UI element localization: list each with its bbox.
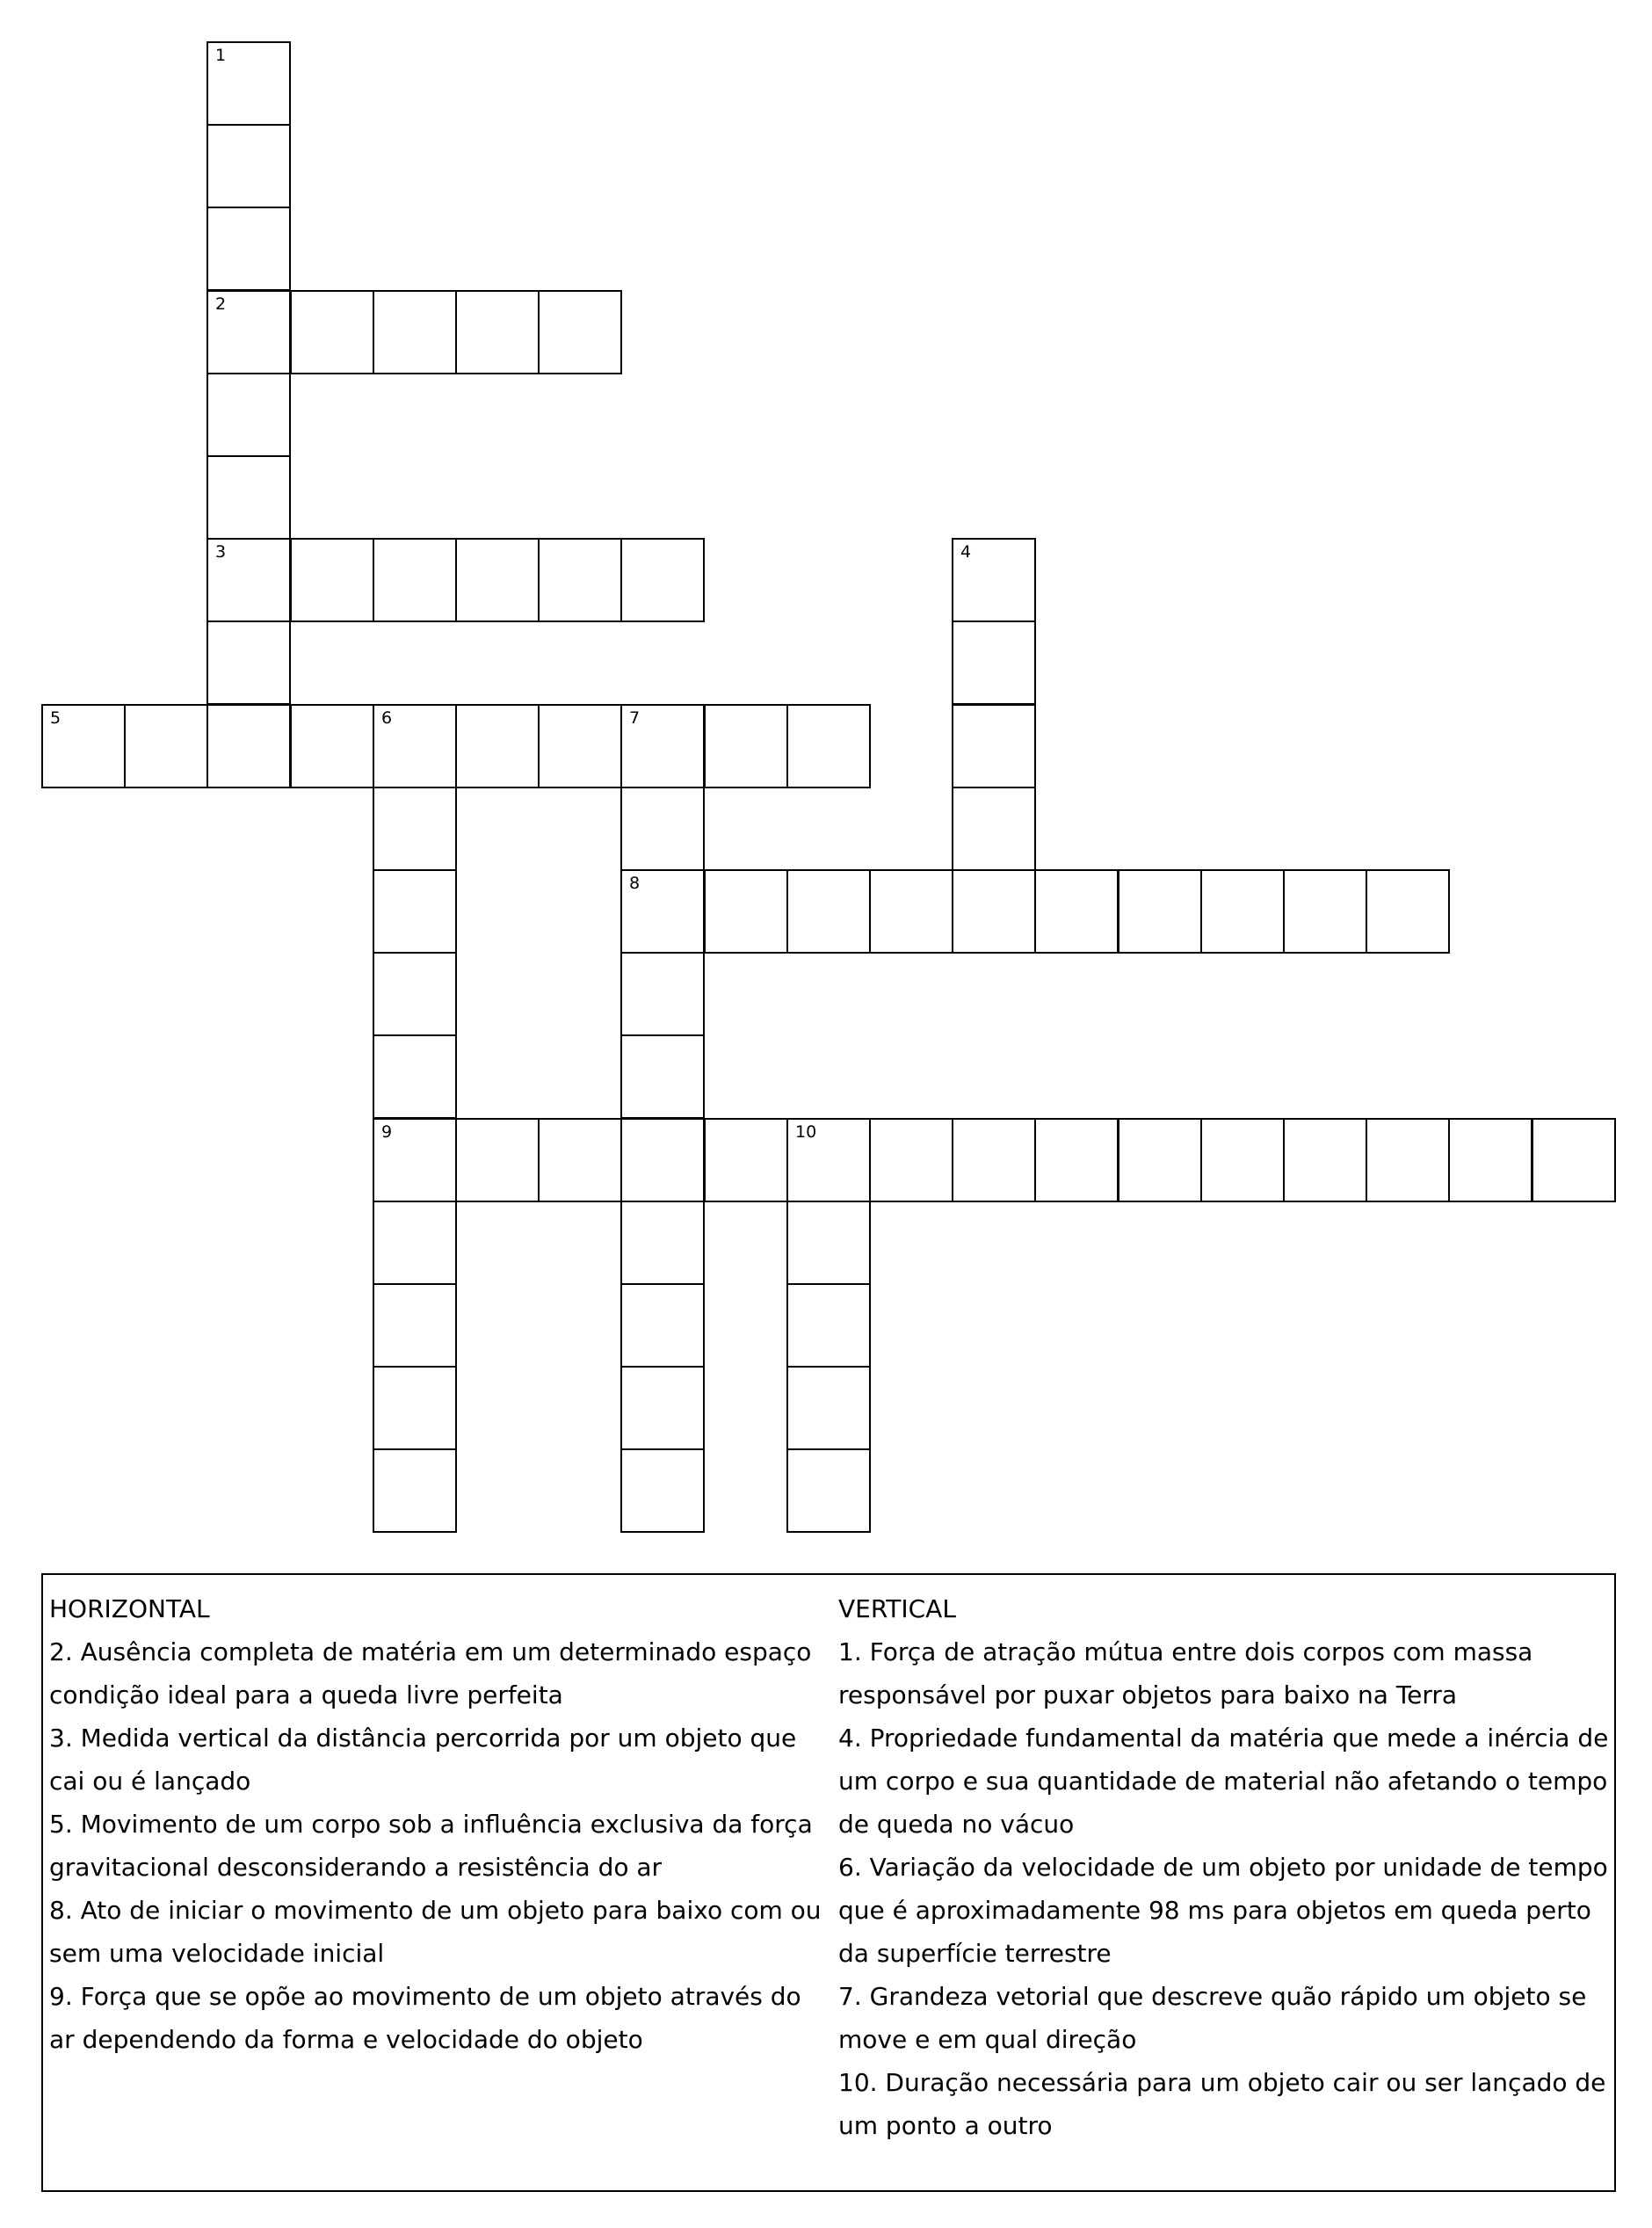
grid-cell[interactable] xyxy=(373,1201,457,1285)
grid-cell[interactable] xyxy=(786,869,871,954)
grid-cell[interactable] xyxy=(373,704,457,788)
grid-cell[interactable] xyxy=(1034,869,1119,954)
clue-number: 3 xyxy=(215,542,227,562)
grid-cell[interactable] xyxy=(373,1118,457,1202)
grid-cell[interactable] xyxy=(290,290,374,374)
grid-cell[interactable] xyxy=(455,1118,540,1202)
grid-cell[interactable] xyxy=(206,124,291,208)
grid-cell[interactable] xyxy=(620,704,705,788)
grid-cell[interactable] xyxy=(373,1034,457,1119)
grid-cell[interactable] xyxy=(455,290,540,374)
grid-cell[interactable] xyxy=(373,290,457,374)
clue-vertical-6: 6. Variação da velocidade de um objeto por unidade de tempo que é aproximadamente 98 ms para objetos em queda perto da superfície terrestre xyxy=(838,1853,1608,1968)
grid-cell[interactable] xyxy=(786,1366,871,1450)
grid-cell[interactable] xyxy=(206,704,291,788)
grid-cell[interactable] xyxy=(373,1448,457,1533)
clue-number: 8 xyxy=(629,874,641,893)
grid-cell[interactable] xyxy=(620,1448,705,1533)
clue-number: 1 xyxy=(215,46,227,65)
grid-cell[interactable] xyxy=(538,290,622,374)
grid-cell[interactable] xyxy=(1118,869,1202,954)
grid-cell[interactable] xyxy=(1366,1118,1450,1202)
grid-cell[interactable] xyxy=(206,621,291,705)
grid-cell[interactable] xyxy=(1283,1118,1367,1202)
grid-cell[interactable] xyxy=(620,869,705,954)
clue-number: 7 xyxy=(629,708,641,728)
grid-cell[interactable] xyxy=(952,621,1036,705)
grid-cell[interactable] xyxy=(373,952,457,1036)
horizontal-clues xyxy=(49,1587,831,2061)
clue-number: 2 xyxy=(215,294,227,314)
grid-cell[interactable] xyxy=(455,704,540,788)
horizontal-heading: HORIZONTAL xyxy=(49,1594,210,1623)
grid-cell[interactable] xyxy=(786,1118,871,1202)
grid-cell[interactable] xyxy=(373,1283,457,1368)
grid-cell[interactable] xyxy=(620,1366,705,1450)
clue-vertical-7: 7. Grandeza vetorial que descreve quão rápido um objeto se move e em qual direção xyxy=(838,1982,1587,2054)
grid-cell[interactable] xyxy=(373,1366,457,1450)
grid-cell[interactable] xyxy=(952,869,1036,954)
grid-cell[interactable] xyxy=(620,787,705,871)
grid-cell[interactable] xyxy=(1448,1118,1532,1202)
grid-cell[interactable] xyxy=(206,290,291,374)
grid-cell[interactable] xyxy=(538,1118,622,1202)
clue-number: 9 xyxy=(381,1122,393,1142)
grid-cell[interactable] xyxy=(124,704,208,788)
clue-number: 10 xyxy=(795,1122,817,1142)
grid-cell[interactable] xyxy=(1118,1118,1202,1202)
grid-cell[interactable] xyxy=(952,704,1036,788)
grid-cell[interactable] xyxy=(786,1201,871,1285)
grid-cell[interactable] xyxy=(206,373,291,457)
grid-cell[interactable] xyxy=(538,704,622,788)
grid-cell[interactable] xyxy=(704,1118,788,1202)
grid-cell[interactable] xyxy=(704,869,788,954)
vertical-clues xyxy=(838,1587,1612,2147)
grid-cell[interactable] xyxy=(373,538,457,622)
clue-horizontal-5: 5. Movimento de um corpo sob a influência exclusiva da força gravitacional desconsiderando a resistência do ar xyxy=(49,1810,813,1882)
grid-cell[interactable] xyxy=(620,952,705,1036)
grid-cell[interactable] xyxy=(786,1283,871,1368)
grid-cell[interactable] xyxy=(290,704,374,788)
clue-horizontal-3: 3. Medida vertical da distância percorrida por um objeto que cai ou é lançado xyxy=(49,1724,797,1796)
grid-cell[interactable] xyxy=(620,1118,705,1202)
clue-vertical-10: 10. Duração necessária para um objeto cair ou ser lançado de um ponto a outro xyxy=(838,2068,1606,2140)
clue-vertical-1: 1. Força de atração mútua entre dois corpos com massa responsável por puxar objetos para baixo na Terra xyxy=(838,1637,1533,1709)
clue-number: 6 xyxy=(381,708,393,728)
grid-cell[interactable] xyxy=(952,787,1036,871)
clue-vertical-4: 4. Propriedade fundamental da matéria que mede a inércia de um corpo e sua quantidade de material não afetando o tempo de queda no vácuo xyxy=(838,1724,1609,1839)
clue-number: 4 xyxy=(960,542,972,562)
grid-cell[interactable] xyxy=(620,1201,705,1285)
grid-cell[interactable] xyxy=(1200,1118,1285,1202)
grid-cell[interactable] xyxy=(1366,869,1450,954)
grid-cell[interactable] xyxy=(786,1448,871,1533)
grid-cell[interactable] xyxy=(869,869,953,954)
grid-cell[interactable] xyxy=(206,207,291,291)
vertical-heading: VERTICAL xyxy=(838,1594,956,1623)
grid-cell[interactable] xyxy=(206,41,291,126)
grid-cell[interactable] xyxy=(620,1283,705,1368)
grid-cell[interactable] xyxy=(1200,869,1285,954)
grid-cell[interactable] xyxy=(786,704,871,788)
grid-cell[interactable] xyxy=(1283,869,1367,954)
grid-cell[interactable] xyxy=(952,1118,1036,1202)
grid-cell[interactable] xyxy=(869,1118,953,1202)
grid-cell[interactable] xyxy=(206,455,291,540)
grid-cell[interactable] xyxy=(620,538,705,622)
clue-number: 5 xyxy=(50,708,62,728)
clue-horizontal-8: 8. Ato de iniciar o movimento de um objeto para baixo com ou sem uma velocidade inicial xyxy=(49,1896,822,1968)
grid-cell[interactable] xyxy=(206,538,291,622)
clue-horizontal-9: 9. Força que se opõe ao movimento de um objeto através do ar dependendo da forma e velocidade do objeto xyxy=(49,1982,801,2054)
clues-panel xyxy=(41,1573,1616,2192)
grid-cell[interactable] xyxy=(952,538,1036,622)
grid-cell[interactable] xyxy=(373,787,457,871)
clue-horizontal-2: 2. Ausência completa de matéria em um determinado espaço condição ideal para a queda livre perfeita xyxy=(49,1637,812,1709)
grid-cell[interactable] xyxy=(41,704,126,788)
grid-cell[interactable] xyxy=(373,869,457,954)
grid-cell[interactable] xyxy=(1532,1118,1616,1202)
grid-cell[interactable] xyxy=(538,538,622,622)
grid-cell[interactable] xyxy=(1034,1118,1119,1202)
grid-cell[interactable] xyxy=(620,1034,705,1119)
grid-cell[interactable] xyxy=(290,538,374,622)
grid-cell[interactable] xyxy=(704,704,788,788)
grid-cell[interactable] xyxy=(455,538,540,622)
